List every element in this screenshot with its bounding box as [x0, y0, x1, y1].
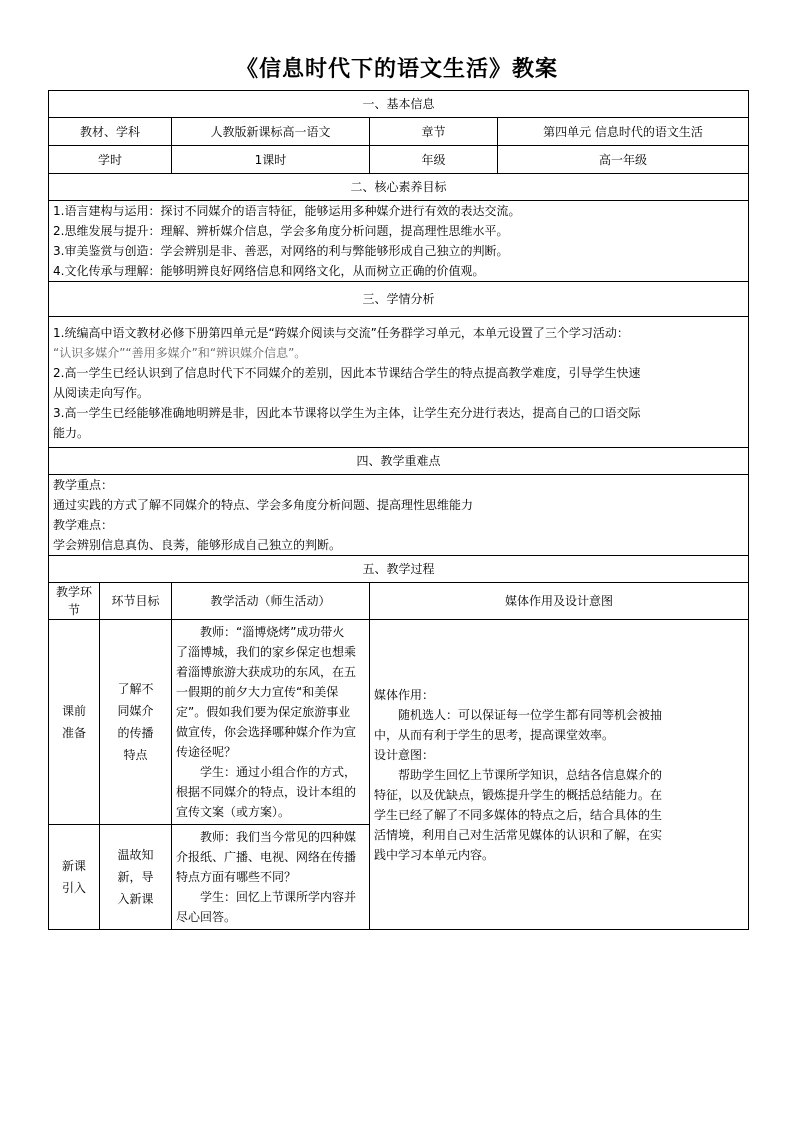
- activity-line: 介报纸、广播、电视、网络在传播: [176, 850, 357, 864]
- chapter-label: 章节: [370, 118, 498, 146]
- goal-cell: 了解不同媒介的传播特点: [100, 620, 172, 825]
- activity-line: 定”。假如我们要为保定旅游事业: [176, 705, 351, 719]
- core-goal-item: 3.审美鉴赏与创造：学会辨别是非、善恶，对网络的利与弊能够形成自己独立的判断。: [53, 244, 509, 258]
- analysis-line: “认识多媒介”“善用多媒介”和“辨识媒介信息”。: [53, 346, 307, 360]
- analysis-line: 能力。: [53, 426, 90, 440]
- activity-line: 尽心回答。: [176, 910, 237, 924]
- analysis-line: 3.高一学生已经能够准确地明辨是非，因此本节课将以学生为主体，让学生充分进行表达，提高自己的口语交际: [53, 406, 641, 420]
- media-line: 媒体作用：: [374, 687, 435, 702]
- header-media: 媒体作用及设计意图: [370, 583, 749, 620]
- analysis-line: 1.统编高中语文教材必修下册第四单元是“跨媒介阅读与交流”任务群学习单元，本单元设置了三个学习活动：: [53, 326, 629, 340]
- media-line: 践中学习本单元内容。: [374, 847, 495, 862]
- stage-cell: 课前准备: [49, 620, 100, 825]
- activity-line: 一假期的前夕大力宣传“和美保: [176, 685, 339, 699]
- grade-value: 高一年级: [498, 146, 749, 174]
- analysis-line: 2.高一学生已经认识到了信息时代下不同媒介的差别，因此本节课结合学生的特点提高教学难度，引导学生快速: [53, 366, 641, 380]
- header-stage: 教学环节: [49, 583, 100, 620]
- activity-line: 学生：回忆上节课所学内容并: [200, 890, 357, 904]
- activity-line: 教师：“淄博烧烤”成功带火: [200, 625, 345, 639]
- media-line: 随机选人：可以保证每一位学生都有同等机会被抽: [398, 707, 663, 722]
- section-student-analysis: 三、学情分析: [49, 282, 749, 317]
- analysis-line: 从阅读走向写作。: [53, 386, 150, 400]
- textbook-value: 人教版新课标高一语文: [172, 118, 370, 146]
- activity-line: 根据不同媒介的特点，设计本组的: [176, 785, 357, 799]
- focus-label: 教学重点：: [53, 478, 114, 492]
- chapter-value: 第四单元 信息时代的语文生活: [498, 118, 749, 146]
- activity-line: 着淄博旅游大获成功的东风，在五: [176, 665, 357, 679]
- section-teaching-process: 五、教学过程: [49, 556, 749, 583]
- media-line: 帮助学生回忆上节课所学知识，总结各信息媒介的: [398, 767, 663, 782]
- header-activity: 教学活动（师生活动）: [172, 583, 370, 620]
- activity-cell: [172, 825, 370, 930]
- activity-line: 了淄博城，我们的家乡保定也想乘: [176, 645, 357, 659]
- header-goal: 环节目标: [100, 583, 172, 620]
- lesson-plan-table: [48, 90, 749, 930]
- media-line: 学生已经了解了不同多媒体的特点之后，结合具体的生: [374, 807, 663, 822]
- section-basic-info: 一、基本信息: [49, 91, 749, 118]
- core-goal-item: 1.语言建构与运用：探讨不同媒介的语言特征，能够运用多种媒介进行有效的表达交流。: [53, 204, 521, 218]
- activity-cell: [172, 620, 370, 825]
- goal-cell: 温故知新，导入新课: [100, 825, 172, 930]
- activity-line: 做宣传，你会选择哪种媒介作为宣: [176, 725, 357, 739]
- stage-cell: 新课引入: [49, 825, 100, 930]
- activity-line: 宣传文案（或方案）。: [176, 805, 291, 819]
- analysis-text: [49, 317, 749, 448]
- difficulty-label: 教学难点：: [53, 518, 114, 532]
- activity-line: 特点方面有哪些不同？: [176, 870, 297, 884]
- media-line: 活情境，利用自己对生活常见媒体的认识和了解，在实: [374, 827, 663, 842]
- activity-line: 学生：通过小组合作的方式，: [200, 765, 357, 779]
- hours-label: 学时: [49, 146, 172, 174]
- section-core-goals: 二、核心素养目标: [49, 174, 749, 201]
- hours-value: 1课时: [172, 146, 370, 174]
- page-title: 《信息时代下的语文生活》教案: [235, 57, 558, 82]
- grade-label: 年级: [370, 146, 498, 174]
- media-line: 中，从而有利于学生的思考，提高课堂效率。: [374, 727, 615, 742]
- media-design-cell: [370, 620, 749, 930]
- section-key-points: 四、教学重难点: [49, 448, 749, 475]
- textbook-label: 教材、学科: [49, 118, 172, 146]
- media-line: 设计意图：: [374, 747, 435, 762]
- key-points-text: [49, 475, 749, 556]
- core-goal-item: 2.思维发展与提升：理解、辨析媒介信息，学会多角度分析问题，提高理性思维水平。: [53, 224, 509, 238]
- focus-text: 通过实践的方式了解不同媒介的特点、学会多角度分析问题、提高理性思维能力: [53, 498, 474, 512]
- core-goals-list: [49, 201, 749, 282]
- difficulty-text: 学会辨别信息真伪、良莠，能够形成自己独立的判断。: [53, 538, 342, 552]
- core-goal-item: 4.文化传承与理解：能够明辨良好网络信息和网络文化，从而树立正确的价值观。: [53, 264, 485, 278]
- activity-line: 教师：我们当今常见的四种媒: [200, 830, 357, 844]
- activity-line: 传途径呢？: [176, 745, 237, 759]
- media-line: 特征，以及优缺点，锻炼提升学生的概括总结能力。在: [374, 787, 663, 802]
